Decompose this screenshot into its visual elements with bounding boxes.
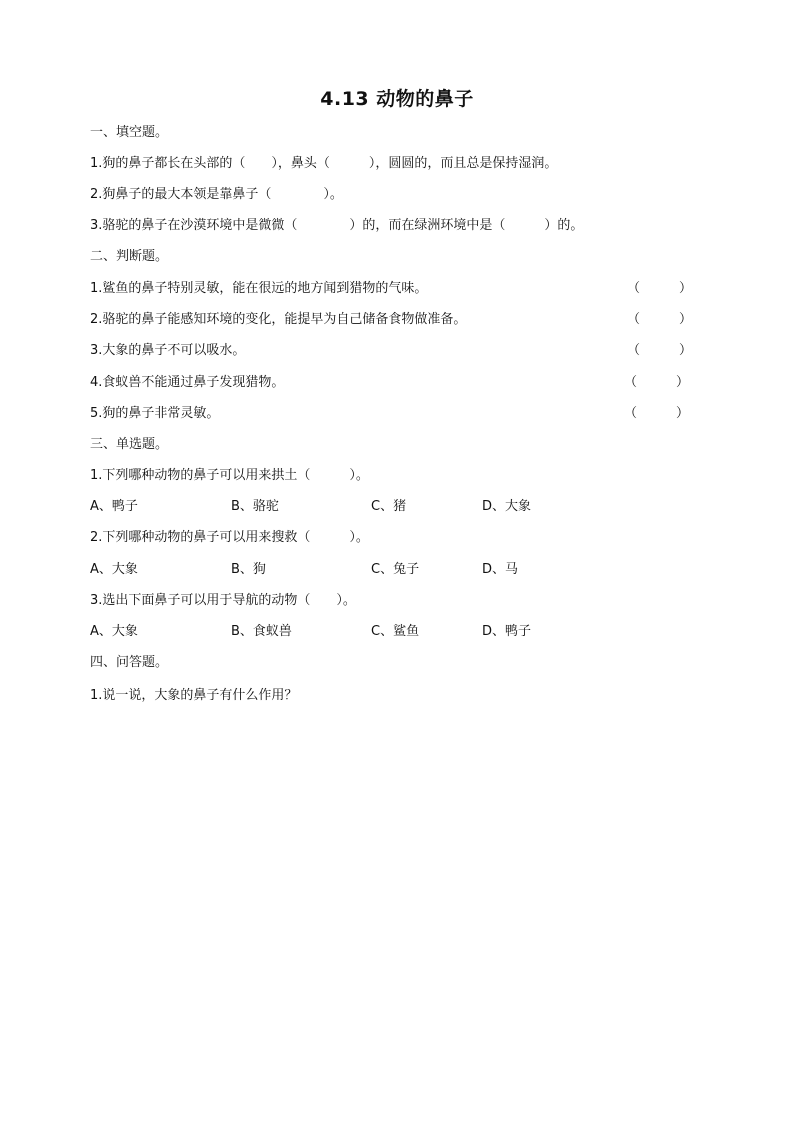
true-false-question-2: 2.骆驼的鼻子能感知环境的变化，能提早为自己储备食物做准备。 (90, 312, 467, 327)
true-false-answer-paren-2: （ ） (627, 312, 693, 327)
choice-2-option-d: D、马 (482, 562, 519, 577)
section-heading-true-false: 二、判断题。 (90, 249, 169, 264)
fill-blank-question-1: 1.狗的鼻子都长在头部的（ ），鼻头（ ），圆圆的，而且总是保持湿润。 (90, 156, 558, 171)
true-false-answer-paren-1: （ ） (627, 281, 693, 296)
true-false-question-4: 4.食蚁兽不能通过鼻子发现猎物。 (90, 375, 285, 390)
true-false-answer-paren-4: （ ） (624, 375, 690, 390)
single-choice-question-2: 2.下列哪种动物的鼻子可以用来搜救（ ）。 (90, 530, 369, 545)
choice-2-option-a: A、大象 (90, 562, 138, 577)
single-choice-question-1: 1.下列哪种动物的鼻子可以用来拱土（ ）。 (90, 468, 369, 483)
section-heading-fill-blank: 一、填空题。 (90, 125, 169, 140)
choice-3-option-b: B、食蚁兽 (231, 624, 292, 639)
choice-2-option-b: B、狗 (231, 562, 266, 577)
page-title: 4.13 动物的鼻子 (320, 88, 474, 110)
choice-3-option-d: D、鸭子 (482, 624, 532, 639)
true-false-question-3: 3.大象的鼻子不可以吸水。 (90, 343, 246, 358)
fill-blank-question-2: 2.狗鼻子的最大本领是靠鼻子（ ）。 (90, 187, 343, 202)
choice-2-option-c: C、兔子 (371, 562, 420, 577)
section-heading-short-answer: 四、问答题。 (90, 655, 169, 670)
true-false-question-5: 5.狗的鼻子非常灵敏。 (90, 406, 220, 421)
choice-3-option-a: A、大象 (90, 624, 138, 639)
short-answer-question-1: 1.说一说，大象的鼻子有什么作用？ (90, 688, 298, 703)
fill-blank-question-3: 3.骆驼的鼻子在沙漠环境中是微微（ ）的，而在绿洲环境中是（ ）的。 (90, 218, 584, 233)
true-false-question-1: 1.鲨鱼的鼻子特别灵敏，能在很远的地方闻到猎物的气味。 (90, 281, 428, 296)
choice-1-option-d: D、大象 (482, 499, 532, 514)
choice-1-option-a: A、鸭子 (90, 499, 138, 514)
choice-3-option-c: C、鲨鱼 (371, 624, 420, 639)
choice-1-option-c: C、猪 (371, 499, 407, 514)
single-choice-question-3: 3.选出下面鼻子可以用于导航的动物（ ）。 (90, 593, 356, 608)
section-heading-single-choice: 三、单选题。 (90, 437, 169, 452)
true-false-answer-paren-5: （ ） (624, 406, 690, 421)
true-false-answer-paren-3: （ ） (627, 343, 693, 358)
choice-1-option-b: B、骆驼 (231, 499, 279, 514)
